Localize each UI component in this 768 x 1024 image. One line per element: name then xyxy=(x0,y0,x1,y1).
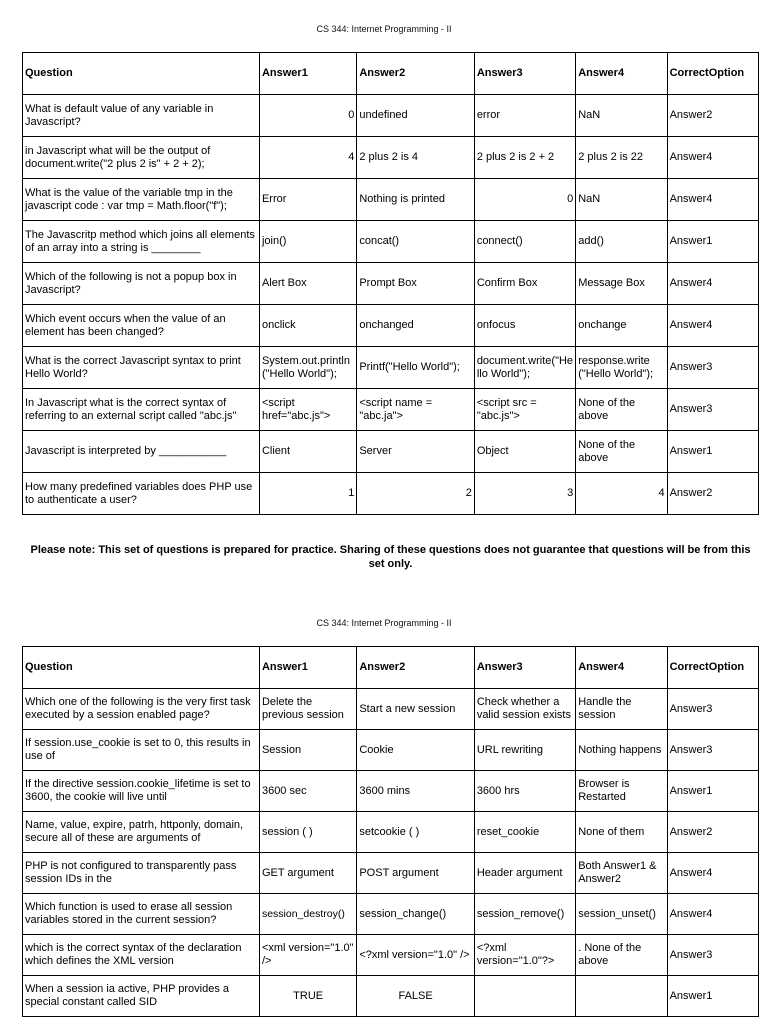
answer2-cell: session_change() xyxy=(357,894,474,935)
table-row xyxy=(23,812,759,853)
answer2-cell: POST argument xyxy=(357,853,474,894)
column-header-answer3: Answer3 xyxy=(474,647,575,689)
column-header-answer2: Answer2 xyxy=(357,53,474,95)
answer4-cell: response.write("Hello World"); xyxy=(576,347,667,389)
question-cell: What is default value of any variable in Javascript? xyxy=(23,95,260,137)
table-row xyxy=(23,689,759,730)
answer1-cell: 4 xyxy=(259,137,356,179)
correct-option-cell: Answer4 xyxy=(667,853,758,894)
answer3-cell: Object xyxy=(474,431,575,473)
answer1-cell: TRUE xyxy=(259,976,356,1017)
correct-option-cell: Answer2 xyxy=(667,473,758,515)
correct-option-cell: Answer1 xyxy=(667,221,758,263)
question-cell: Which of the following is not a popup box in Javascript? xyxy=(23,263,260,305)
column-header-answer1: Answer1 xyxy=(259,53,356,95)
table-row xyxy=(23,894,759,935)
answer1-cell: Error xyxy=(259,179,356,221)
correct-option-cell: Answer4 xyxy=(667,179,758,221)
column-header-question: Question xyxy=(23,53,260,95)
column-header-answer4: Answer4 xyxy=(576,647,667,689)
table-row xyxy=(23,473,759,515)
table-row xyxy=(23,179,759,221)
answer4-cell: session_unset() xyxy=(576,894,667,935)
practice-note: Please note: This set of questions is prepared for practice. Sharing of these questions does not guarantee that questions will be from this set only. xyxy=(30,544,751,570)
question-table-php xyxy=(22,646,759,1017)
question-cell: What is the value of the variable tmp in the javascript code : var tmp = Math.floor("f"); xyxy=(23,179,260,221)
answer3-cell: <script src = "abc.js"> xyxy=(474,389,575,431)
answer2-cell: Prompt Box xyxy=(357,263,474,305)
answer3-cell: Confirm Box xyxy=(474,263,575,305)
table-row xyxy=(23,221,759,263)
question-cell: What is the correct Javascript syntax to print Hello World? xyxy=(23,347,260,389)
answer3-cell: 0 xyxy=(474,179,575,221)
question-cell: Which function is used to erase all session variables stored in the current session? xyxy=(23,894,260,935)
question-cell: If session.use_cookie is set to 0, this results in use of xyxy=(23,730,260,771)
question-cell: Which event occurs when the value of an element has been changed? xyxy=(23,305,260,347)
table-row xyxy=(23,771,759,812)
answer2-cell: Printf("Hello World"); xyxy=(357,347,474,389)
answer4-cell: Browser is Restarted xyxy=(576,771,667,812)
table-header-row xyxy=(23,647,759,689)
table-row xyxy=(23,976,759,1017)
table-row xyxy=(23,935,759,976)
table-row xyxy=(23,853,759,894)
correct-option-cell: Answer3 xyxy=(667,689,758,730)
answer1-cell: session_destroy() xyxy=(259,894,356,935)
table-row xyxy=(23,389,759,431)
correct-option-cell: Answer3 xyxy=(667,935,758,976)
correct-option-cell: Answer4 xyxy=(667,137,758,179)
table-row xyxy=(23,730,759,771)
correct-option-cell: Answer3 xyxy=(667,389,758,431)
correct-option-cell: Answer2 xyxy=(667,95,758,137)
answer3-cell: 2 plus 2 is 2 + 2 xyxy=(474,137,575,179)
correct-option-cell: Answer4 xyxy=(667,263,758,305)
answer4-cell: Both Answer1 & Answer2 xyxy=(576,853,667,894)
answer2-cell: onchanged xyxy=(357,305,474,347)
question-cell: When a session ia active, PHP provides a special constant called SID xyxy=(23,976,260,1017)
answer3-cell: onfocus xyxy=(474,305,575,347)
answer1-cell: 1 xyxy=(259,473,356,515)
answer4-cell: 4 xyxy=(576,473,667,515)
answer1-cell: Delete the previous session xyxy=(259,689,356,730)
answer3-cell: Check whether a valid session exists xyxy=(474,689,575,730)
answer4-cell: add() xyxy=(576,221,667,263)
answer4-cell: Nothing happens xyxy=(576,730,667,771)
answer2-cell: 3600 mins xyxy=(357,771,474,812)
table-row xyxy=(23,95,759,137)
question-cell: How many predefined variables does PHP use to authenticate a user? xyxy=(23,473,260,515)
answer1-cell: Client xyxy=(259,431,356,473)
question-cell: PHP is not configured to transparently pass session IDs in the xyxy=(23,853,260,894)
answer4-cell xyxy=(576,976,667,1017)
answer3-cell: document.write("Hello World"); xyxy=(474,347,575,389)
answer4-cell: None of the above xyxy=(576,431,667,473)
answer1-cell: System.out.println("Hello World"); xyxy=(259,347,356,389)
column-header-answer3: Answer3 xyxy=(474,53,575,95)
page-header: CS 344: Internet Programming - II xyxy=(316,618,452,628)
answer4-cell: Message Box xyxy=(576,263,667,305)
answer1-cell: 0 xyxy=(259,95,356,137)
correct-option-cell: Answer1 xyxy=(667,976,758,1017)
table-header-row xyxy=(23,53,759,95)
table-row xyxy=(23,263,759,305)
answer2-cell: 2 plus 2 is 4 xyxy=(357,137,474,179)
answer2-cell: Start a new session xyxy=(357,689,474,730)
answer3-cell: Header argument xyxy=(474,853,575,894)
answer2-cell: Cookie xyxy=(357,730,474,771)
correct-option-cell: Answer2 xyxy=(667,812,758,853)
column-header-question: Question xyxy=(23,647,260,689)
table-row xyxy=(23,305,759,347)
answer2-cell: concat() xyxy=(357,221,474,263)
answer1-cell: <xml version="1.0" /> xyxy=(259,935,356,976)
table-row xyxy=(23,431,759,473)
correct-option-cell: Answer1 xyxy=(667,771,758,812)
answer1-cell: GET argument xyxy=(259,853,356,894)
column-header-answer4: Answer4 xyxy=(576,53,667,95)
answer2-cell: FALSE xyxy=(357,976,474,1017)
answer3-cell: 3600 hrs xyxy=(474,771,575,812)
answer4-cell: 2 plus 2 is 22 xyxy=(576,137,667,179)
answer2-cell: Nothing is printed xyxy=(357,179,474,221)
answer3-cell xyxy=(474,976,575,1017)
answer1-cell: 3600 sec xyxy=(259,771,356,812)
question-cell: Javascript is interpreted by ___________ xyxy=(23,431,260,473)
answer2-cell: setcookie ( ) xyxy=(357,812,474,853)
answer3-cell: 3 xyxy=(474,473,575,515)
answer4-cell: NaN xyxy=(576,95,667,137)
correct-option-cell: Answer4 xyxy=(667,305,758,347)
page-header: CS 344: Internet Programming - II xyxy=(316,24,452,34)
answer4-cell: Handle the session xyxy=(576,689,667,730)
answer2-cell: Server xyxy=(357,431,474,473)
answer1-cell: session ( ) xyxy=(259,812,356,853)
correct-option-cell: Answer1 xyxy=(667,431,758,473)
answer1-cell: onclick xyxy=(259,305,356,347)
answer3-cell: connect() xyxy=(474,221,575,263)
answer1-cell: Session xyxy=(259,730,356,771)
question-cell: The Javascritp method which joins all elements of an array into a string is ________ xyxy=(23,221,260,263)
correct-option-cell: Answer3 xyxy=(667,347,758,389)
answer4-cell: . None of the above xyxy=(576,935,667,976)
column-header-correct-option: CorrectOption xyxy=(667,647,758,689)
answer4-cell: None of the above xyxy=(576,389,667,431)
correct-option-cell: Answer4 xyxy=(667,894,758,935)
answer2-cell: undefined xyxy=(357,95,474,137)
table-row xyxy=(23,347,759,389)
answer3-cell: <?xml version="1.0"?> xyxy=(474,935,575,976)
answer2-cell: <script name = "abc.ja"> xyxy=(357,389,474,431)
table-row xyxy=(23,137,759,179)
answer4-cell: onchange xyxy=(576,305,667,347)
answer1-cell: join() xyxy=(259,221,356,263)
answer2-cell: <?xml version="1.0" /> xyxy=(357,935,474,976)
answer3-cell: error xyxy=(474,95,575,137)
question-cell: in Javascript what will be the output of document.write("2 plus 2 is" + 2 + 2); xyxy=(23,137,260,179)
question-cell: Name, value, expire, patrh, httponly, domain, secure all of these are arguments of xyxy=(23,812,260,853)
answer4-cell: NaN xyxy=(576,179,667,221)
question-cell: Which one of the following is the very first task executed by a session enabled page? xyxy=(23,689,260,730)
question-cell: In Javascript what is the correct syntax of referring to an external script called "abc.js" xyxy=(23,389,260,431)
answer2-cell: 2 xyxy=(357,473,474,515)
answer3-cell: session_remove() xyxy=(474,894,575,935)
answer4-cell: None of them xyxy=(576,812,667,853)
correct-option-cell: Answer3 xyxy=(667,730,758,771)
answer1-cell: Alert Box xyxy=(259,263,356,305)
column-header-answer1: Answer1 xyxy=(259,647,356,689)
answer3-cell: URL rewriting xyxy=(474,730,575,771)
answer1-cell: <script href="abc.js"> xyxy=(259,389,356,431)
answer3-cell: reset_cookie xyxy=(474,812,575,853)
column-header-correct-option: CorrectOption xyxy=(667,53,758,95)
question-cell: which is the correct syntax of the declaration which defines the XML version xyxy=(23,935,260,976)
question-cell: If the directive session.cookie_lifetime is set to 3600, the cookie will live until xyxy=(23,771,260,812)
column-header-answer2: Answer2 xyxy=(357,647,474,689)
question-table-javascript xyxy=(22,52,759,515)
